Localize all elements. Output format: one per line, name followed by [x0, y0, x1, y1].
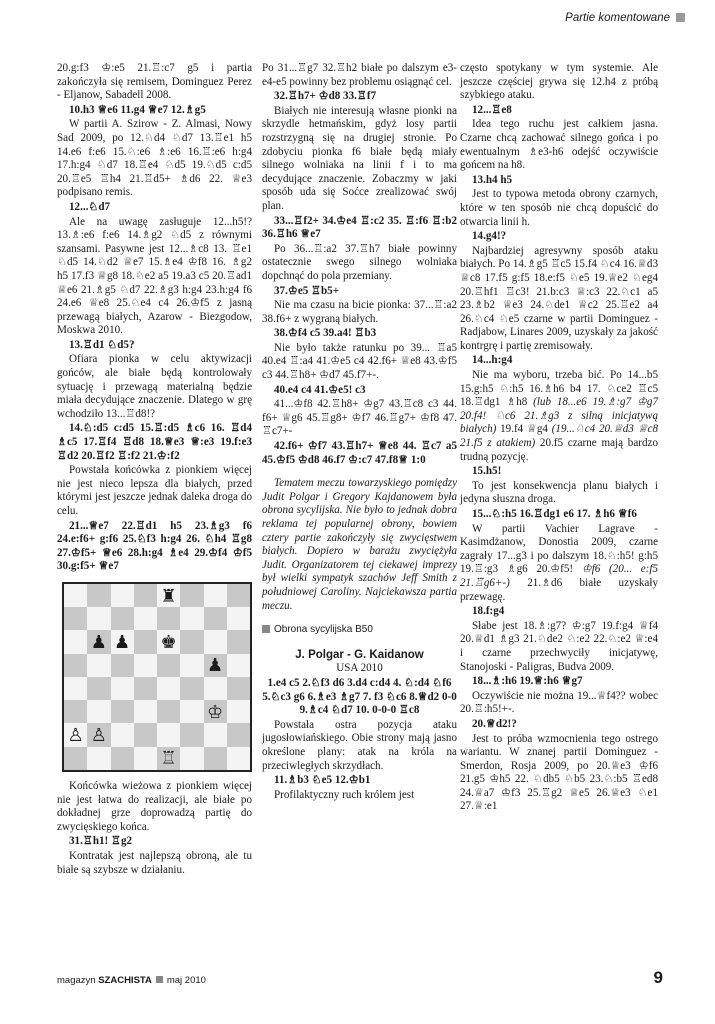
move-line: 15...♘:h5 16.♖dg1 e6 17. ♗h6 ♕f6: [472, 508, 637, 520]
board-square: [64, 677, 87, 700]
move-line: 31.♖h1! ♖g2: [69, 835, 133, 848]
board-square: [204, 747, 227, 770]
chess-piece-square: ♙: [87, 723, 110, 746]
board-square: [227, 607, 250, 630]
column-1: [57, 62, 252, 878]
paragraph: Słabe jest 18.♗:g7? ♔:g7 19.f:g4 ♕f4 20.♕d1 ♗g3 21.♘de2 ♘:e2 22.♘:e2 ♕:e4 i czarne przechwyciły inicjatywę, Stanojoski - Paligras, Budva 2009.: [460, 619, 658, 673]
move-line: 18...♗:h6 19.♕:h6 ♕g7: [472, 675, 583, 688]
paragraph: Po 36...♖:a2 37.♖h7 białe powinny ostatecznie swego silnego wolniaka dopchnąć do pola przemiany.: [262, 242, 457, 282]
section-title: Partie komentowane: [565, 12, 670, 24]
board-square: [180, 677, 203, 700]
text-run-italic: (lub 18...e6 19.♗:g7 ♔g7 20.f4! ♘c6 21.♗g3 z silną inicjatywą białych): [460, 396, 658, 436]
board-square: [227, 747, 250, 770]
board-square: [87, 677, 110, 700]
board-square: [227, 723, 250, 746]
paragraph: Ofiara pionka w celu aktywizacji gońców, ale białe będą kontrolowały sytuację i przewagą materialną będzie miała decydujące znaczenie. Dlatego w grę wchodziło 13...♖d8!?: [57, 353, 252, 420]
board-square: [180, 654, 203, 677]
paragraph: Ale na uwagę zasługuje 12...h5!? 13.♗:e6 f:e6 14.♗g2 ♘d5 z równymi szansami. Pasywne jest 12...♗c8 13. ♖e1 ♘d5 14.♘d2 ♕e7 15.♗e4 ♔f8 16. ♗g2 h5 17.f3 ♕g8 18.♘e2 a5 19.a3 c5 20.♖ad1 ♕e6 21.♗g5 ♘d7 22.♗g3 h:g4 23.h:g4 f6 24.e6 ♕e8 25.♘e4 c4 26.♔f5 z jasną przewagą białych, Azarow - Biezgodow, Moskwa 2010.: [57, 215, 252, 337]
text-run: 19.f4 ♕g4: [500, 423, 548, 436]
text-run: Nie ma wyboru, trzeba bić. Po 14...b5 15.g:h5 ♘:h5 16.♗h6 b4 17. ♘ce2 ♖c5 18.♖dg1 ♗h8: [460, 369, 658, 409]
paragraph: Powstała ostra pozycja ataku jugosłowiańskiego. Obie strony mają jasno określone plany: atak na króla na przeciwległych skrzydłach.: [262, 718, 457, 772]
paragraph: [460, 523, 658, 605]
text-run: 21.♗d6 białe uzyskały przewagę.: [460, 576, 658, 603]
paragraph: Idea tego ruchu jest całkiem jasna. Czarne chcą zachować silnego gońca i po ewentualnym ♗e3-h6 odejść oczywiście gońcem na h8.: [460, 118, 658, 172]
move-line: 14...h:g4: [472, 354, 513, 367]
board-square: [87, 607, 110, 630]
paragraph: 20.g:f3 ♔:e5 21.♖:c7 g5 i partia zakończyła się remisem, Dominguez Perez - Eljanow, Sabadell 2008.: [57, 62, 252, 102]
section-square-icon: [262, 625, 270, 633]
paragraph: Najbardziej agresywny sposób ataku białych. Po 14.♗g5 ♖c5 15.f4 ♘c4 16.♕d3 ♕c8 17.f5 g:f5 18.e:f5 ♘e5 19.♕e2 ♘eg4 20.♖hf1 ♖c3! 21.b:c3 ♕:c3 22.♘c1 a5 23.♗b2 ♕e3 24.♘de1 ♕c2 25.♖e2 a4 26.♘c4 ♘e5 czarne w partii Dominguez - Radjabow, Linares 2009, uzyskały za jakość kontrgrę i partię zremisowały.: [460, 244, 658, 352]
board-square: [111, 700, 134, 723]
paragraph: Kontratak jest najlepszą obroną, ale tu białe są szybsze w działaniu.: [57, 849, 252, 876]
intro-note: Tematem meczu towarzyskiego pomiędzy Judit Polgar i Gregory Kajdanowem była obrona sycylijska. Nie było to jednak dobra reklama tej popularnej obrony, bowiem cztery partie zakończyły się zwycięstwem białych. Dopiero w barażu zwyciężyła Judit. Organizatorem tej ciekawej imprezy był wielki sympatyk szachów Jeff Smith z południowej Caroliny. Najciekawsza partia meczu.: [262, 477, 457, 612]
column-3: [460, 62, 658, 815]
board-square: [111, 584, 134, 607]
chess-piece-square: ♜: [157, 584, 180, 607]
paragraph: Nie ma czasu na bicie pionka: 37...♖:a2 38.f6+ z wygraną białych.: [262, 299, 457, 325]
chess-piece-square: ♟: [111, 630, 134, 653]
text-run-italic: ♔f6 (20... e:f5 21.♖g6+-): [460, 563, 658, 589]
board-square: [134, 723, 157, 746]
board-square: [111, 747, 134, 770]
paragraph: Jest to typowa metoda obrony czarnych, które w ten sposób nie chcą dopuścić do otwarcia linii h.: [460, 188, 658, 228]
board-square: [64, 630, 87, 653]
paragraph: często spotykany w tym systemie. Ale jeszcze częściej grywa się 12.h4 z próbą szybkiego ataku.: [460, 62, 658, 102]
game-players: J. Polgar - G. Kaidanow: [295, 648, 424, 661]
board-square: [204, 723, 227, 746]
paragraph: Profilaktyczny ruch królem jest: [274, 788, 415, 801]
chess-diagram: [62, 582, 252, 772]
board-square: [157, 677, 180, 700]
paragraph: 41...♔f8 42.♖h8+ ♔g7 43.♖c8 c3 44. f6+ ♕g6 45.♖g8+ ♔f7 46.♖g7+ ♔f8 47. ♖c7+-: [262, 398, 457, 438]
move-line: 11.♗b3 ♘e5 12.♔b1: [274, 774, 371, 787]
board-square: [204, 630, 227, 653]
paragraph: Powstała końcówka z pionkiem więcej nie jest nieco lepsza dla białych, przed którymi jest jeszcze jednak daleka droga do celu.: [57, 464, 252, 517]
move-line: 38.♔f4 c5 39.a4! ♖b3: [274, 327, 377, 340]
board-square: [157, 700, 180, 723]
chess-piece-square: ♖: [157, 747, 180, 770]
board-square: [134, 654, 157, 677]
board-square: [111, 654, 134, 677]
board-square: [134, 747, 157, 770]
board-square: [204, 677, 227, 700]
move-line: 14.♘:d5 c:d5 15.♖:d5 ♗c6 16. ♖d4 ♗c5 17.♖f4 ♖d8 18.♕e3 ♕:e3 19.f:e3 ♖d2 20.♖f2 ♖:f2 21.♔:f2: [57, 422, 252, 462]
magazine-brand: SZACHISTA: [98, 975, 152, 986]
board-square: [87, 654, 110, 677]
move-line: 40.e4 c4 41.♔e5! c3: [274, 383, 366, 396]
opening-name: Obrona sycylijska B50: [274, 624, 373, 636]
chess-piece-square: ♟: [204, 654, 227, 677]
move-line: 1.e4 c5 2.♘f3 d6 3.d4 c:d4 4. ♘:d4 ♘f6 5.♘c3 g6 6.♗e3 ♗g7 7. f3 ♘c6 8.♕d2 0-0 9.♗c4 ♘d7 10. 0-0-0 ♖c8: [262, 676, 457, 717]
chess-piece-square: ♔: [204, 700, 227, 723]
board-square: [64, 747, 87, 770]
move-line: 32.♖h7+ ♔d8 33.♖f7: [274, 90, 377, 103]
issue-date: maj 2010: [166, 975, 206, 986]
footer-square-icon: [156, 976, 163, 983]
move-line: 14.g4!?: [472, 230, 507, 243]
board-square: [134, 607, 157, 630]
move-line: 13.h4 h5: [472, 173, 513, 186]
paragraph: [460, 369, 658, 464]
board-square: [64, 584, 87, 607]
board-square: [64, 654, 87, 677]
move-line: 21...♕e7 22.♖d1 h5 23.♗g3 f6 24.e:f6+ g:f6 25.♘f3 h:g4 26. ♘h4 ♖g8 27.♔f5+ ♕e6 28.h:g4 ♗e4 29.♔f4 ♔f5 30.g:f5+ ♕e7: [57, 519, 252, 573]
move-line: 42.f6+ ♔f7 43.♖h7+ ♕e8 44. ♖c7 a5 45.♔f5 ♔d8 46.f7 ♔:c7 47.f8♕ 1:0: [262, 440, 457, 466]
board-square: [64, 700, 87, 723]
board-square: [157, 723, 180, 746]
page-number: 9: [653, 968, 663, 987]
board-square: [227, 654, 250, 677]
move-line: 33...♖f2+ 34.♔e4 ♖:c2 35. ♖:f6 ♖:b2 36.♖h6 ♕e7: [262, 214, 457, 241]
move-line: 37.♔e5 ♖b5+: [274, 284, 340, 297]
paragraph: To jest konsekwencja planu białych i jedyna słuszna droga.: [460, 479, 658, 506]
paragraph: W partii A. Szirow - Z. Almasi, Nowy Sad 2009, po 12.♘d4 ♘d7 13.♖e1 h5 14.e6 f:e6 15.♘:e6 ♗:e6 16.♖:e6 h:g4 17.h:g4 ♘d7 18.♖e4 ♘d5 19.♘d5 c:d5 20.♖e5 ♖h4 21.♖d5+ ♗d6 22. ♕e3 podpisano remis.: [57, 118, 252, 199]
paragraph: Białych nie interesują własne pionki na skrzydle hetmańskim, gdyż losy partii rozstrzygną się na drugiej stronie. Po zdobyciu pionka f6 białe będą miały silnego wolniaka na linii f i to ma decydujące znaczenie. Zobaczmy w jaki sposób uda się Soćce zrealizować swój plan.: [262, 104, 457, 212]
chess-piece-square: ♚: [157, 630, 180, 653]
board-square: [87, 584, 110, 607]
board-square: [180, 747, 203, 770]
board-square: [111, 607, 134, 630]
board-square: [180, 584, 203, 607]
board-square: [64, 607, 87, 630]
move-line: 10.h3 ♕e6 11.g4 ♕e7 12.♗g5: [69, 103, 206, 116]
header-square-icon: [676, 13, 685, 22]
text-run: 20.f5 czarne mają bardzo trudną pozycję.: [460, 437, 658, 463]
text-run: W partii Vachier Lagrave - Kasimdżanow, Donostia 2009, czarne zagrały 17...g3 i po dalszym 18.♘:h5! g:h5 19.♖:g3 ♗g6 20.♔f5!: [460, 522, 658, 576]
text-run-italic: (19...♘c4 20.♕d3 ♕c8 21.f5 z atakiem): [460, 423, 658, 450]
paragraph: Nie było także ratunku po 39... ♖a5 40.e4 ♖:a4 41.♔e5 c4 42.f6+ ♕e8 43.♔f5 c3 44.♖h8+ ♔d7 45.f7+-.: [262, 341, 457, 382]
board-square: [180, 723, 203, 746]
board-square: [87, 700, 110, 723]
board-square: [204, 607, 227, 630]
chess-piece-square: ♙: [64, 723, 87, 746]
board-square: [180, 607, 203, 630]
board-square: [204, 584, 227, 607]
board-square: [157, 654, 180, 677]
board-square: [111, 723, 134, 746]
paragraph: Końcówka wieżowa z pionkiem więcej nie jest łatwa do realizacji, ale białe po dokładnej grze doprowadzą partię do zwycięskiego końca.: [57, 779, 252, 833]
game-event: USA 2010: [336, 662, 383, 675]
move-line: 12...♘d7: [69, 200, 111, 213]
footer: [57, 975, 206, 986]
magazine-label: magazyn: [57, 975, 96, 986]
board-square: [111, 677, 134, 700]
board-square: [157, 607, 180, 630]
move-line: 20.♕d2!?: [472, 717, 517, 730]
board-square: [227, 700, 250, 723]
paragraph: Po 31...♖g7 32.♖h2 białe po dalszym e3-e4-e5 powinny bez problemu osiągnąć cel.: [262, 62, 457, 88]
board-square: [134, 630, 157, 653]
paragraph: Oczywiście nie można 19...♕f4?? wobec 20.♖:h5!+-.: [460, 689, 658, 716]
chess-piece-square: ♟: [87, 630, 110, 653]
move-line: 13.♖d1 ♘d5?: [69, 338, 135, 351]
board-square: [134, 677, 157, 700]
column-2: [262, 62, 457, 803]
board-square: [180, 630, 203, 653]
board-square: [227, 677, 250, 700]
opening-label: [262, 623, 457, 637]
board-square: [87, 747, 110, 770]
move-line: 18.f:g4: [472, 605, 505, 618]
board-square: [227, 584, 250, 607]
board-square: [180, 700, 203, 723]
board-square: [134, 584, 157, 607]
running-header: [565, 12, 685, 24]
paragraph: Jest to próba wzmocnienia tego ostrego wariantu. W znanej partii Dominguez - Smerdon, Rosja 2009, po 20.♕e3 ♔f6 21.g5 ♔h5 22. ♘db5 ♘b5 23.♘:b5 ♖ed8 24.♕a7 ♔f3 25.♖g2 ♕e5 26.♕e3 ♘e1 27.♕:e1: [460, 732, 658, 813]
move-line: 15.h5!: [472, 465, 502, 478]
move-line: 12...♖e8: [472, 103, 512, 116]
board-square: [134, 700, 157, 723]
board-square: [227, 630, 250, 653]
